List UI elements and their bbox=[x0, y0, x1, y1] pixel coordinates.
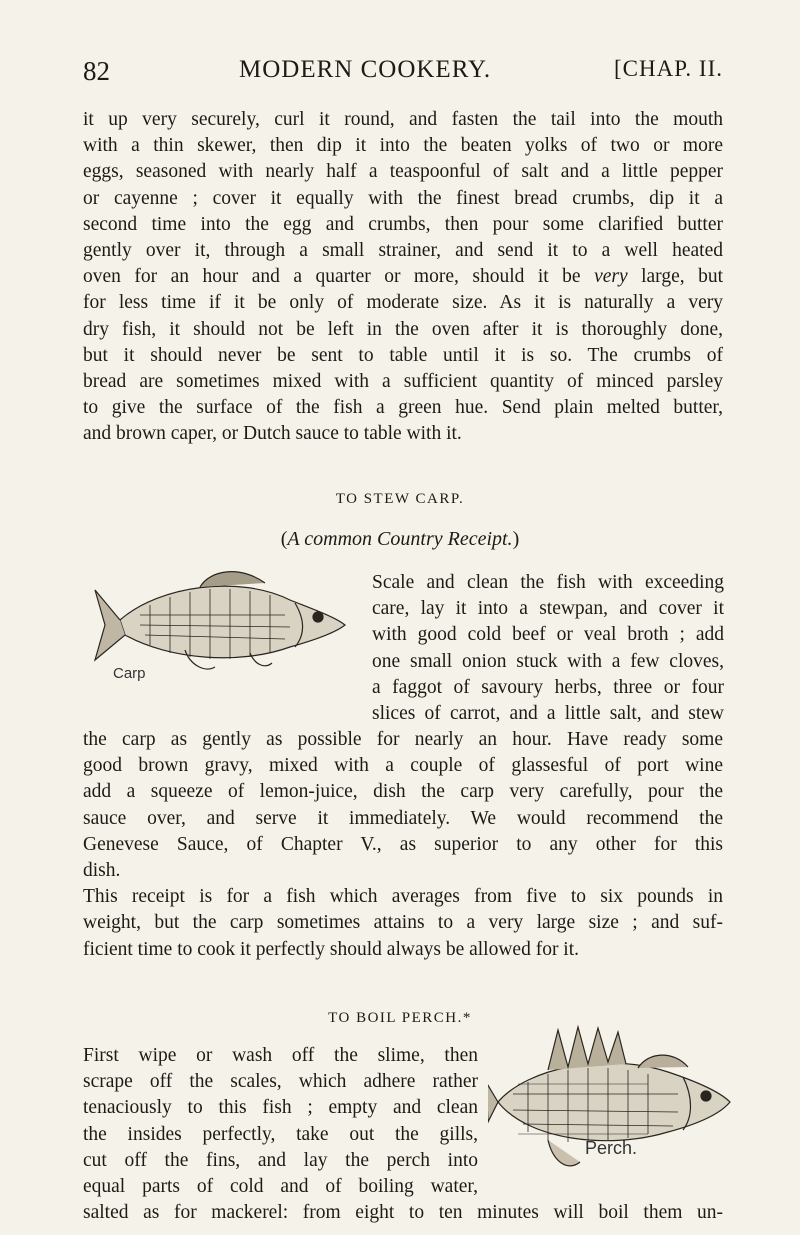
text-line: to give the surface of the fish a green hue. Send plain melted butter, bbox=[83, 397, 723, 419]
figure-caption-perch: Perch. bbox=[585, 1138, 638, 1158]
subtitle-text: A common Country Receipt. bbox=[287, 528, 513, 550]
text-line: dry fish, it should not be left in the oven after it is thoroughly done, bbox=[83, 318, 723, 340]
emphasis-very: very bbox=[594, 266, 628, 288]
paragraph-continuation bbox=[83, 107, 723, 447]
text-line: a faggot of savoury herbs, three or four bbox=[372, 676, 724, 698]
figure-caption-carp: Carp bbox=[113, 665, 146, 682]
text-line: care, lay it into a stewpan, and cover it bbox=[372, 598, 724, 620]
text-line: or cayenne ; cover it equally with the finest bread crumbs, dip it a bbox=[83, 187, 723, 209]
text-line: and brown caper, or Dutch sauce to table with it. bbox=[83, 423, 462, 445]
section-title-perch: TO BOIL PERCH.* bbox=[328, 1010, 472, 1026]
perch-paragraph-full bbox=[83, 1200, 723, 1226]
text-line: one small onion stuck with a few cloves, bbox=[372, 650, 724, 672]
text-line: but it should never be sent to table until it is so. The crumbs of bbox=[83, 344, 723, 366]
text-line: good brown gravy, mixed with a couple of glassesful of port wine bbox=[83, 755, 723, 777]
text-line: weight, but the carp sometimes attains to a very large size ; and suf- bbox=[83, 912, 723, 934]
carp-paragraph-full bbox=[83, 727, 723, 963]
text-line: slices of carrot, and a little salt, and stew bbox=[372, 702, 724, 724]
text-line: ficient time to cook it perfectly should always be allowed for it. bbox=[83, 938, 580, 960]
text-line: salted as for mackerel: from eight to ten minutes will boil them un- bbox=[83, 1202, 723, 1223]
text-fragment: oven for an hour and a quarter or more, should it be bbox=[83, 266, 581, 288]
text-line: Genevese Sauce, of Chapter V., as superior to any other for this bbox=[83, 833, 723, 855]
page-number: 82 bbox=[83, 56, 110, 86]
carp-paragraph-wrapped bbox=[372, 570, 724, 727]
text-line: This receipt is for a fish which averages from five to six pounds in bbox=[83, 886, 723, 908]
page-header bbox=[83, 56, 723, 86]
text-line: sauce over, and serve it immediately. We would recommend the bbox=[83, 807, 723, 829]
text-line: dish. bbox=[83, 859, 121, 881]
paren-open: ( bbox=[280, 528, 288, 550]
section-subtitle-carp bbox=[0, 528, 800, 551]
chapter-marker: [CHAP. II. bbox=[613, 56, 723, 81]
paren-close: ) bbox=[512, 528, 520, 550]
text-line bbox=[83, 264, 723, 290]
text-line: First wipe or wash off the slime, then bbox=[83, 1045, 478, 1066]
text-line: for less time if it be only of moderate size. As it is naturally a very bbox=[83, 292, 723, 314]
text-line: add a squeeze of lemon-juice, dish the carp very carefully, pour the bbox=[83, 781, 723, 803]
section-title-carp: TO STEW CARP. bbox=[335, 491, 465, 507]
text-line: second time into the egg and crumbs, then pour some clarified butter bbox=[83, 213, 723, 235]
text-line: the carp as gently as possible for nearly an hour. Have ready some bbox=[83, 729, 723, 750]
perch-paragraph-wrapped bbox=[83, 1043, 478, 1200]
text-line: eggs, seasoned with nearly half a teaspoonful of salt and a little pepper bbox=[83, 161, 723, 183]
text-line: equal parts of cold and of boiling water, bbox=[83, 1175, 478, 1197]
text-line: with a thin skewer, then dip it into the beaten yolks of two or more bbox=[83, 135, 723, 157]
text-line: cut off the fins, and lay the perch into bbox=[83, 1149, 478, 1171]
text-line: scrape off the scales, which adhere rather bbox=[83, 1071, 478, 1093]
text-line: with good cold beef or veal broth ; add bbox=[372, 624, 724, 646]
text-line: gently over it, through a small strainer, and send it to a well heated bbox=[83, 239, 723, 261]
text-line: bread are sometimes mixed with a sufficient quantity of minced parsley bbox=[83, 370, 723, 392]
running-head: MODERN COOKERY. bbox=[239, 56, 492, 83]
text-line: Scale and clean the fish with exceeding bbox=[372, 572, 724, 593]
text-fragment: large, but bbox=[641, 266, 724, 288]
text-line: it up very securely, curl it round, and fasten the tail into the mouth bbox=[83, 109, 723, 130]
text-line: tenaciously to this fish ; empty and clean bbox=[83, 1097, 478, 1119]
text-line: the insides perfectly, take out the gills, bbox=[83, 1123, 478, 1145]
